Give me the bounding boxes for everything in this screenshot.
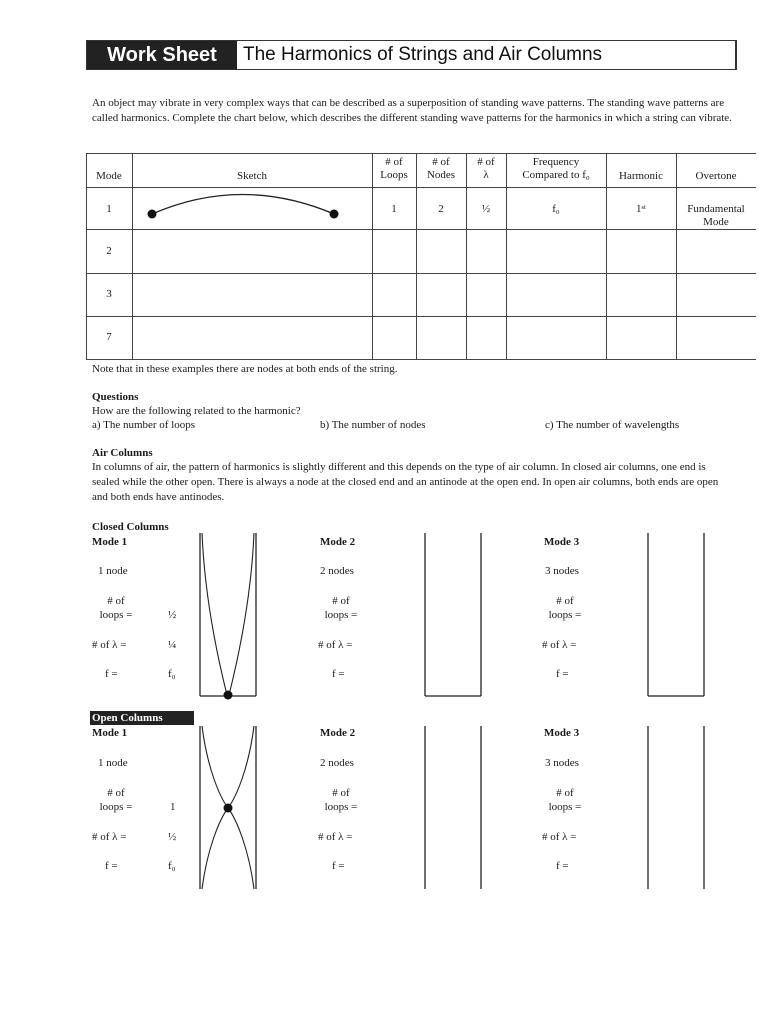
question-b: b) The number of nodes: [320, 419, 426, 431]
row1-mode: 1: [106, 203, 112, 215]
closed-mode1-diagram: [199, 533, 257, 697]
closed-columns-heading: Closed Columns: [92, 521, 169, 533]
col-sketch-header: Sketch: [237, 170, 267, 182]
worksheet-label: Work Sheet: [87, 41, 237, 69]
row1-overtone: Fundamental Mode: [687, 203, 745, 228]
col-nodes-header: # of Nodes: [426, 156, 456, 181]
closed-mode3-loops-label: # of loops =: [548, 595, 582, 621]
open-mode2-loops-label: # of loops =: [324, 787, 358, 813]
closed-mode2-nodes: 2 nodes: [320, 565, 354, 577]
open-mode1-f-value: f₀: [168, 860, 176, 872]
question-a: a) The number of loops: [92, 419, 196, 431]
questions-prompt: How are the following related to the harmonic?: [92, 405, 301, 417]
col-harmonic-header: Harmonic: [619, 170, 663, 182]
row2-mode: 2: [106, 245, 112, 257]
open-mode3-title: Mode 3: [544, 727, 580, 739]
open-mode2-title: Mode 2: [320, 727, 356, 739]
open-mode3-loops-label: # of loops =: [548, 787, 582, 813]
closed-mode1-lambda-value: ¼: [168, 639, 177, 651]
row1-nodes: 2: [438, 203, 444, 215]
open-mode3-nodes: 3 nodes: [545, 757, 579, 769]
col-overtone-header: Overtone: [695, 170, 737, 182]
closed-mode1-f-value: f₀: [168, 668, 176, 680]
string-sketch-mode1: [132, 187, 372, 229]
col-mode-header: Mode: [96, 170, 122, 182]
closed-mode3-title: Mode 3: [544, 536, 580, 548]
row4-mode: 7: [106, 331, 112, 343]
open-mode1-f-label: f =: [105, 860, 118, 872]
closed-mode3-nodes: 3 nodes: [545, 565, 579, 577]
open-mode2-nodes: 2 nodes: [320, 757, 354, 769]
row1-harmonic: 1ˢᵗ: [636, 203, 646, 215]
open-mode3-diagram: [647, 726, 705, 890]
closed-mode2-loops-label: # of loops =: [324, 595, 358, 621]
air-columns-heading: Air Columns: [92, 447, 153, 459]
col-loops-header: # of Loops: [380, 156, 408, 181]
open-mode2-lambda-label: # of λ =: [318, 831, 353, 843]
open-mode1-nodes: 1 node: [98, 757, 128, 769]
intro-paragraph: An object may vibrate in very complex ways that can be described as a superposition of standing wave patterns. The standing wave patterns are called harmonics. Complete the chart below, which describes the different standing wave patterns for the harmonics in which a string can vibrate.: [92, 97, 732, 124]
air-columns-paragraph: In columns of air, the pattern of harmonics is slightly different and this depends on the type of air column. In closed air columns, one end is sealed while the other open. There is always a node at the closed end and an antinode at the open end. In open air columns, both ends are open and both ends have antinodes.: [92, 461, 719, 503]
closed-mode1-title: Mode 1: [92, 536, 128, 548]
closed-mode3-f-label: f =: [556, 668, 569, 680]
worksheet-title: The Harmonics of Strings and Air Columns: [243, 44, 603, 65]
open-mode3-lambda-label: # of λ =: [542, 831, 577, 843]
open-mode3-f-label: f =: [556, 860, 569, 872]
closed-mode1-nodes: 1 node: [98, 565, 128, 577]
open-mode1-diagram: [199, 726, 257, 890]
worksheet-header: [86, 40, 737, 70]
harmonics-table: [86, 153, 756, 360]
open-mode1-loops-label: # of loops =: [99, 787, 133, 813]
closed-mode2-diagram: [424, 533, 482, 697]
row3-mode: 3: [106, 288, 112, 300]
row1-frequency: f₀: [552, 203, 560, 215]
open-mode2-diagram: [424, 726, 482, 890]
closed-mode2-lambda-label: # of λ =: [318, 639, 353, 651]
closed-mode2-title: Mode 2: [320, 536, 356, 548]
table-note: Note that in these examples there are nodes at both ends of the string.: [92, 363, 398, 375]
closed-mode2-f-label: f =: [332, 668, 345, 680]
row1-lambda: ½: [481, 203, 491, 215]
open-mode1-loops-value: 1: [170, 801, 176, 813]
closed-mode1-lambda-label: # of λ =: [92, 639, 127, 651]
open-mode1-lambda-label: # of λ =: [92, 831, 127, 843]
closed-mode3-diagram: [647, 533, 705, 697]
open-mode1-lambda-value: ½: [168, 831, 177, 843]
questions-heading: Questions: [92, 391, 139, 403]
closed-mode3-lambda-label: # of λ =: [542, 639, 577, 651]
col-frequency-header: Frequency Compared to f₀: [522, 156, 590, 181]
open-mode1-title: Mode 1: [92, 727, 128, 739]
open-columns-heading: Open Columns: [90, 711, 194, 725]
closed-mode1-loops-value: ½: [168, 609, 177, 621]
open-mode2-f-label: f =: [332, 860, 345, 872]
row1-loops: 1: [391, 203, 397, 215]
col-lambda-header: # of λ: [477, 156, 495, 181]
closed-mode1-f-label: f =: [105, 668, 118, 680]
closed-mode1-loops-label: # of loops =: [99, 595, 133, 621]
question-c: c) The number of wavelengths: [545, 419, 680, 431]
